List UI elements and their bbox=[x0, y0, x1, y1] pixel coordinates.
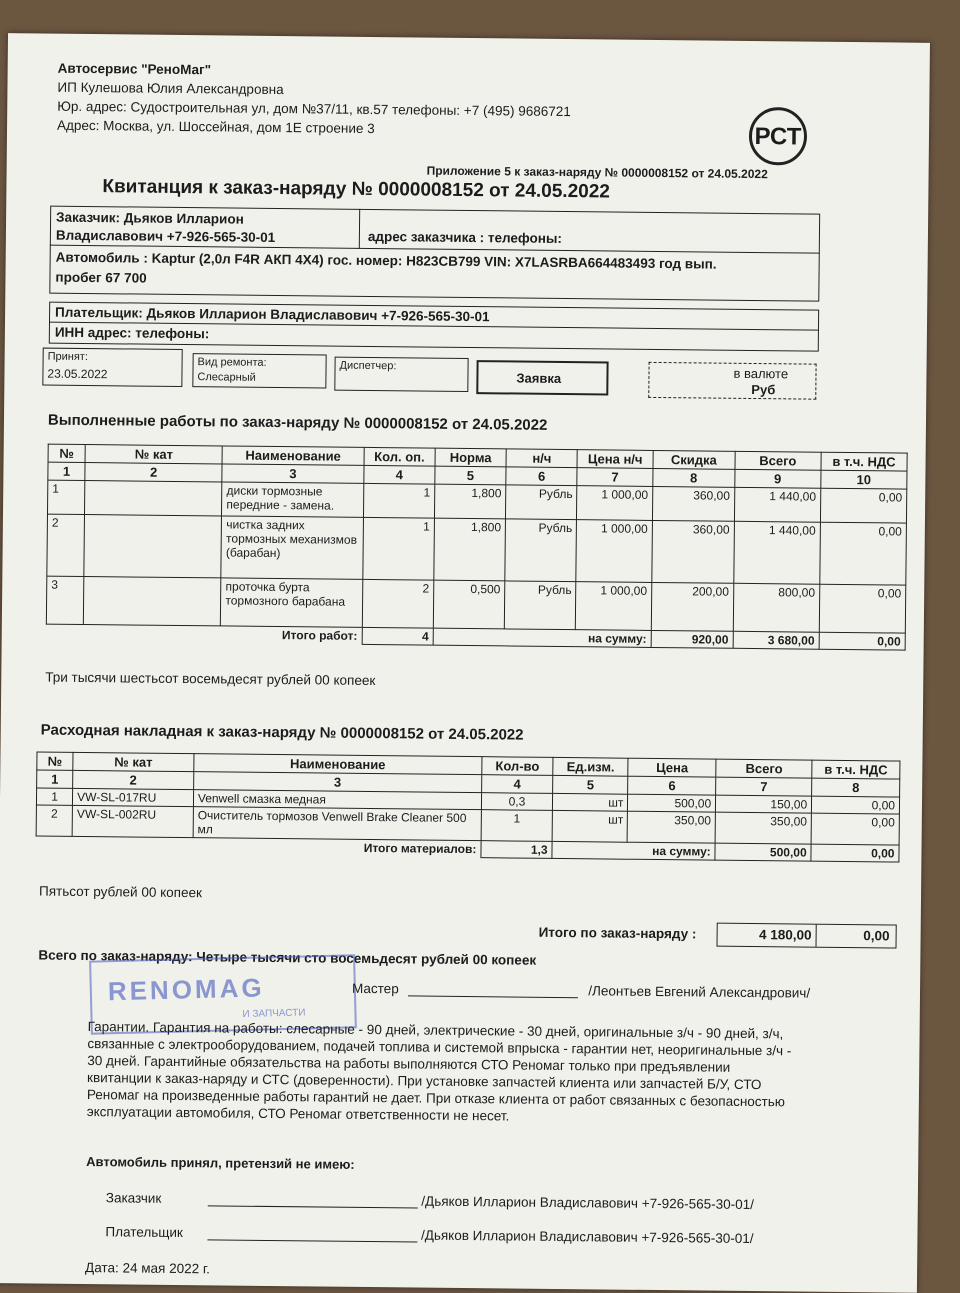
column-header: н/ч bbox=[506, 449, 577, 468]
customer-name: Заказчик: Дьяков Илларион bbox=[56, 209, 244, 227]
row-number: 3 bbox=[46, 576, 84, 624]
row-total: 1 440,00 bbox=[734, 521, 821, 584]
master-name: /Леонтьев Евгений Александрович/ bbox=[588, 983, 811, 1001]
work-name: диски тормозные передние - замена. bbox=[222, 482, 364, 517]
works-total-label: Итого работ: bbox=[46, 624, 362, 644]
master-signature-line bbox=[408, 995, 578, 998]
quantity: 1 bbox=[481, 810, 553, 842]
column-number: 8 bbox=[812, 778, 900, 797]
warranty-line: связанные с электрооборудованием, подачей топлива и системой впрыска - гарантии нет, неоригинальные з/ч - bbox=[87, 1036, 792, 1059]
customer-signature-label: Заказчик bbox=[105, 1190, 162, 1206]
warranty-text bbox=[87, 1018, 792, 1127]
accepted-box bbox=[42, 348, 182, 387]
column-number: 8 bbox=[653, 468, 735, 487]
column-number: 9 bbox=[735, 469, 821, 488]
column-number: 4 bbox=[364, 465, 435, 484]
materials-total-qty: 1,3 bbox=[481, 841, 552, 859]
column-header: Кол-во bbox=[482, 757, 553, 776]
company-name: Автосервис "РеноМаг" bbox=[57, 60, 212, 78]
hour-price: 1 000,00 bbox=[576, 520, 652, 583]
column-number: 5 bbox=[435, 466, 506, 485]
customer-address-phones: адрес заказчика : телефоны: bbox=[367, 228, 563, 246]
row-vat: 0,00 bbox=[820, 522, 907, 585]
divider bbox=[816, 925, 817, 947]
stamp-subtext: И ЗАПЧАСТИ bbox=[242, 1007, 306, 1021]
warranty-line: квитанции к заказ-наряду и СТС (доверенности). При установке запчастей клиента или запчастей Б/У, СТО bbox=[87, 1070, 762, 1093]
unit: шт bbox=[553, 793, 629, 811]
column-number: 5 bbox=[553, 775, 629, 794]
column-header: Всего bbox=[735, 451, 821, 470]
materials-table bbox=[35, 752, 900, 863]
works-sum-label: на сумму: bbox=[433, 628, 651, 647]
master-label: Мастер bbox=[351, 980, 399, 997]
materials-total-vat: 0,00 bbox=[811, 844, 899, 862]
car-info: Автомобиль : Kaptur (2,0л F4R АКП 4X4) гос. номер: Н823СВ799 VIN: X7LASRBA664483493 год вып. bbox=[55, 249, 717, 272]
column-number: 3 bbox=[194, 772, 482, 793]
material-name: Venwell смазка медная bbox=[193, 790, 481, 810]
operation-count: 1 bbox=[363, 517, 435, 580]
currency-label: в валюте bbox=[733, 365, 789, 382]
row-vat: 0,00 bbox=[811, 813, 899, 845]
column-number: 4 bbox=[481, 775, 552, 794]
work-name: проточка бурта тормозного барабана bbox=[221, 578, 363, 627]
dispatcher-box bbox=[334, 357, 468, 392]
materials-total: 500,00 bbox=[715, 843, 811, 861]
rst-certification-icon: РСТ bbox=[749, 107, 808, 166]
column-header: Ед.изм. bbox=[553, 757, 629, 776]
repair-type-label: Вид ремонта: bbox=[197, 356, 267, 369]
column-number: 6 bbox=[506, 467, 577, 486]
payer-inn: ИНН адрес: телефоны: bbox=[54, 324, 210, 342]
catalog-number: VW-SL-002RU bbox=[72, 805, 193, 837]
row-vat: 0,00 bbox=[819, 584, 906, 633]
material-name: Очиститель тормозов Venwell Brake Cleaner 500 мл bbox=[193, 807, 481, 841]
column-number: 1 bbox=[48, 462, 85, 480]
customer-name-phone: Владиславович +7-926-565-30-01 bbox=[55, 227, 276, 245]
document-date: Дата: 24 мая 2022 г. bbox=[85, 1260, 211, 1277]
column-header: Кол. оп. bbox=[364, 447, 435, 466]
warranty-line: 30 дней. Гарантийные обязательства на работы выполняются СТО Реномаг только при предъявлении bbox=[87, 1053, 731, 1075]
hour-unit: Рубль bbox=[505, 519, 577, 582]
payer-signature-name: /Дьяков Илларион Владиславович +7-926-565-30-01/ bbox=[420, 1227, 754, 1247]
materials-total-label: Итого материалов: bbox=[36, 836, 481, 858]
works-total: 3 680,00 bbox=[733, 631, 819, 649]
table-row bbox=[47, 514, 907, 585]
customer-signature-name: /Дьяков Илларион Владиславович +7-926-565-30-01/ bbox=[421, 1193, 755, 1213]
works-title: Выполненные работы по заказ-наряду № 0000008152 от 24.05.2022 bbox=[47, 411, 548, 434]
payer-signature-label: Плательщик bbox=[105, 1224, 183, 1241]
acceptance-title: Автомобиль принял, претензий не имею: bbox=[86, 1154, 355, 1172]
column-header: Цена н/ч bbox=[577, 450, 653, 469]
company-address: Адрес: Москва, ул. Шоссейная, дом 1Е строение 3 bbox=[56, 117, 375, 137]
order-total-vat: 0,00 bbox=[863, 928, 890, 944]
works-table bbox=[46, 444, 908, 651]
order-total-amount: 4 180,00 bbox=[758, 927, 812, 943]
row-vat: 0,00 bbox=[820, 488, 907, 523]
operation-count: 2 bbox=[362, 579, 434, 628]
repair-type: Слесарный bbox=[197, 371, 256, 384]
column-number: 2 bbox=[73, 770, 194, 789]
column-number: 6 bbox=[628, 776, 716, 795]
master-signature bbox=[352, 981, 810, 1001]
column-number: 1 bbox=[37, 770, 73, 788]
column-header: Наименование bbox=[194, 754, 482, 775]
discount: 360,00 bbox=[652, 486, 734, 521]
column-number: 10 bbox=[821, 470, 907, 489]
row-total: 150,00 bbox=[716, 795, 812, 813]
column-header: № кат bbox=[85, 445, 222, 464]
receipt-document bbox=[0, 33, 930, 1293]
row-number: 2 bbox=[47, 514, 85, 576]
catalog-number bbox=[84, 576, 222, 625]
payer-signature-line bbox=[207, 1239, 417, 1242]
discount: 200,00 bbox=[651, 582, 733, 631]
column-header: Цена bbox=[628, 758, 716, 777]
dispatcher-label: Диспетчер: bbox=[339, 359, 397, 373]
order-total-box bbox=[716, 923, 896, 949]
column-header: Скидка bbox=[653, 450, 735, 469]
currency-box bbox=[648, 362, 816, 400]
warranty-line: Гарантии. Гарантия на работы: слесарные - 90 дней, электрические - 30 дней, оригинальные з/ч - 90 дней, з/ч, bbox=[87, 1019, 784, 1042]
currency-value: Руб bbox=[751, 381, 776, 398]
works-total-vat: 0,00 bbox=[819, 632, 905, 650]
column-header: в т.ч. НДС bbox=[812, 760, 900, 779]
norm-hours: 1,800 bbox=[434, 518, 506, 581]
row-total: 1 440,00 bbox=[734, 487, 820, 522]
column-number: 7 bbox=[577, 468, 653, 487]
warranty-line: эксплуатации автомобиля, СТО Реномаг ответственности не несет. bbox=[86, 1104, 510, 1124]
column-header: в т.ч. НДС bbox=[821, 452, 907, 471]
price: 350,00 bbox=[628, 811, 716, 843]
legal-address: Юр. адрес: Судостроительная ул, дом №37/11, кв.57 телефоны: +7 (495) 9686721 bbox=[57, 98, 571, 120]
column-header: № bbox=[37, 752, 73, 770]
company-owner: ИП Кулешова Юлия Александровна bbox=[57, 79, 284, 98]
works-total-discount: 920,00 bbox=[651, 630, 733, 648]
row-number: 2 bbox=[36, 805, 72, 836]
catalog-number bbox=[84, 515, 222, 578]
appendix-note: Приложение 5 к заказ-наряду № 0000008152 от 24.05.2022 bbox=[426, 163, 768, 182]
hour-price: 1 000,00 bbox=[576, 582, 652, 631]
hour-unit: Рубль bbox=[504, 581, 576, 630]
price: 500,00 bbox=[628, 794, 716, 812]
customer-signature bbox=[106, 1190, 754, 1212]
customer-signature-line bbox=[208, 1205, 418, 1208]
payer-signature bbox=[105, 1224, 753, 1246]
order-total-label: Итого по заказ-наряду : bbox=[538, 924, 697, 942]
accepted-date: 23.05.2022 bbox=[47, 366, 108, 382]
row-number: 1 bbox=[47, 480, 85, 514]
catalog-number bbox=[85, 481, 222, 516]
hour-unit: Рубль bbox=[506, 485, 578, 520]
repair-type-box bbox=[192, 353, 326, 388]
row-vat: 0,00 bbox=[812, 796, 900, 814]
norm-hours: 0,500 bbox=[433, 580, 505, 629]
work-name: чистка задних тормозных механизмов (барабан) bbox=[221, 516, 363, 579]
column-number: 7 bbox=[716, 777, 812, 796]
column-number: 2 bbox=[85, 463, 222, 482]
column-number: 3 bbox=[222, 464, 364, 483]
stamp-text: RENOMAG bbox=[107, 972, 265, 1007]
operation-count: 1 bbox=[363, 483, 435, 518]
quantity: 0,3 bbox=[481, 793, 552, 811]
column-header: Всего bbox=[716, 759, 812, 778]
row-total: 800,00 bbox=[733, 583, 820, 632]
column-header: № кат bbox=[73, 752, 194, 771]
materials-title: Расходная накладная к заказ-наряду № 0000008152 от 24.05.2022 bbox=[40, 721, 524, 744]
row-number: 1 bbox=[36, 788, 72, 805]
catalog-number: VW-SL-017RU bbox=[73, 788, 194, 806]
materials-total-in-words: Пятьсот рублей 00 копеек bbox=[38, 883, 203, 901]
page-title: Квитанция к заказ-наряду № 0000008152 от 24.05.2022 bbox=[102, 176, 611, 203]
car-mileage: пробег 67 700 bbox=[55, 269, 147, 286]
request-box bbox=[476, 360, 608, 395]
payer-name: Плательщик: Дьяков Илларион Владиславович +7-926-565-30-01 bbox=[55, 304, 490, 325]
row-total: 350,00 bbox=[715, 812, 811, 844]
column-header: Норма bbox=[435, 448, 506, 467]
works-total-qty: 4 bbox=[362, 627, 433, 645]
materials-sum-label: на сумму: bbox=[552, 841, 715, 860]
works-total-in-words: Три тысячи шестьсот восемьдесят рублей 00 копеек bbox=[45, 669, 376, 689]
warranty-line: Реномаг на произведенные работы гарантий не дает. При отказе клиента от работ связанных с безопасностью bbox=[86, 1087, 786, 1110]
accepted-label: Принят: bbox=[47, 350, 88, 364]
column-header: Наименование bbox=[222, 446, 364, 465]
norm-hours: 1,800 bbox=[434, 484, 506, 519]
order-total-in-words: Всего по заказ-наряду: Четыре тысячи сто восемьдесят рублей 00 копеек bbox=[38, 947, 537, 968]
discount: 360,00 bbox=[652, 520, 735, 583]
hour-price: 1 000,00 bbox=[577, 486, 653, 521]
unit: шт bbox=[552, 810, 628, 842]
request-label: Заявка bbox=[516, 370, 562, 386]
column-header: № bbox=[48, 444, 85, 462]
